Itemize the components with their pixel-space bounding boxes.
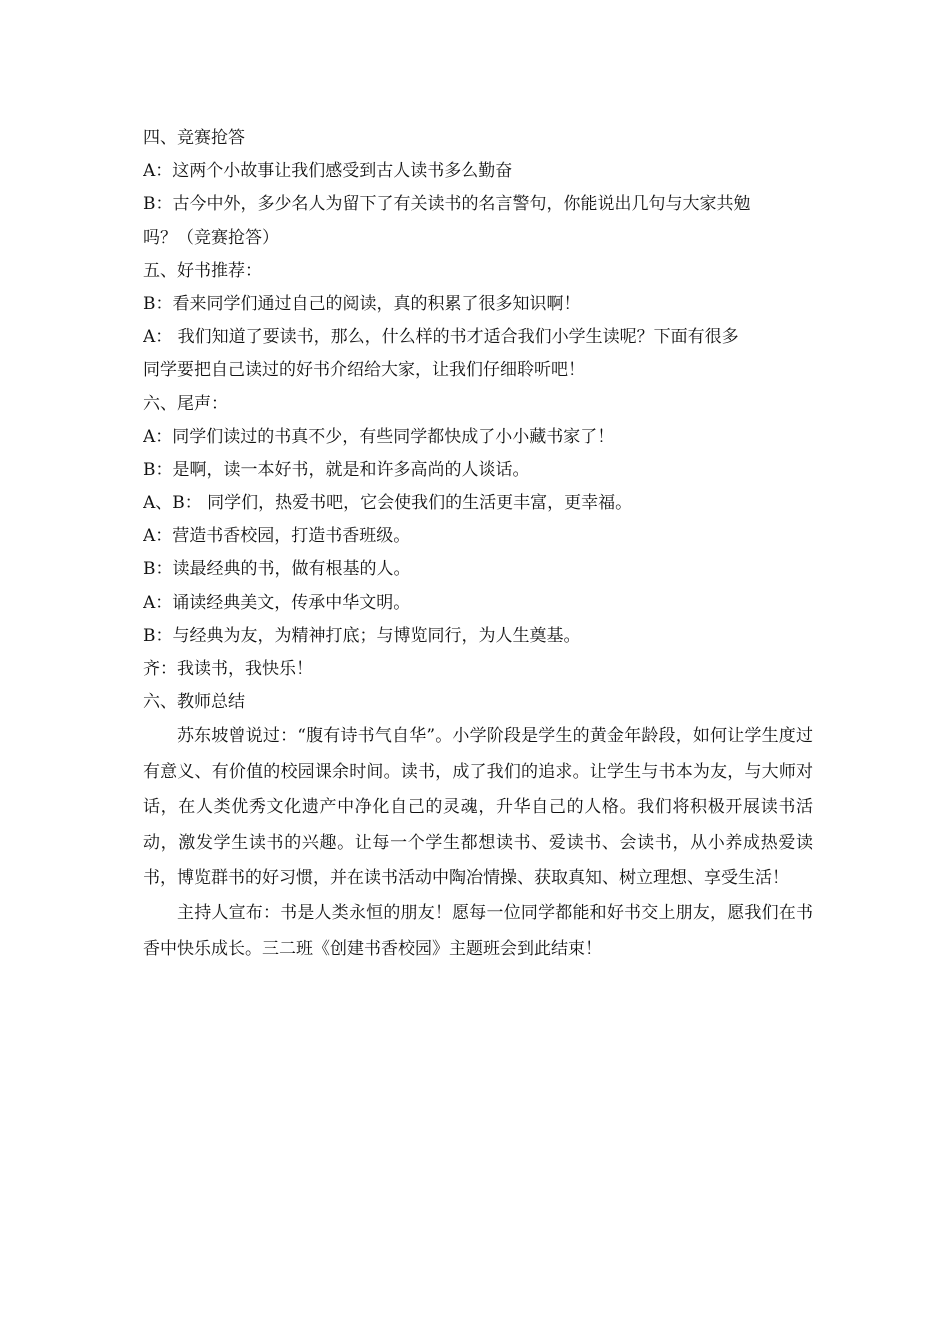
dialogue-line: A：这两个小故事让我们感受到古人读书多么勤奋: [143, 161, 513, 182]
dialogue-line: A：同学们读过的书真不少，有些同学都快成了小小藏书家了！: [143, 426, 615, 447]
section-heading-recommend: 五、好书推荐：: [143, 260, 262, 281]
dialogue-line-continued: 吗？（竞赛抢答）: [143, 227, 279, 248]
dialogue-line: A：诵读经典美文，传承中华文明。: [143, 592, 411, 613]
closing-paragraph: 主持人宣布：书是人类永恒的朋友！愿每一位同学都能和好书交上朋友，愿我们在书香中快乐成长。三二班《创建书香校园》主题班会到此结束！: [143, 903, 813, 959]
section-heading-epilogue: 六、尾声：: [143, 393, 228, 414]
dialogue-line: A： 我们知道了要读书，那么，什么样的书才适合我们小学生读呢？下面有很多: [143, 327, 739, 348]
dialogue-line-continued: 同学要把自己读过的好书介绍给大家，让我们仔细聆听吧！: [143, 360, 585, 381]
dialogue-line: B：与经典为友，为精神打底；与博览同行，为人生奠基。: [143, 625, 581, 646]
section-heading-quiz: 四、竞赛抢答: [143, 128, 245, 148]
document-body: [143, 122, 813, 967]
section-heading-teacher-summary: 六、教师总结: [143, 692, 245, 713]
dialogue-line: B：读最经典的书，做有根基的人。: [143, 559, 411, 580]
dialogue-line: 齐：我读书，我快乐！: [143, 659, 313, 679]
dialogue-line: B：看来同学们通过自己的阅读，真的积累了很多知识啊！: [143, 293, 581, 314]
dialogue-line: A：营造书香校园，打造书香班级。: [143, 526, 411, 547]
dialogue-line: A、B： 同学们，热爱书吧，它会使我们的生活更丰富，更幸福。: [143, 493, 633, 514]
dialogue-line: B：古今中外，多少名人为留下了有关读书的名言警句，你能说出几句与大家共勉: [143, 194, 751, 215]
summary-paragraph: 苏东坡曾说过：“腹有诗书气自华”。小学阶段是学生的黄金年龄段，如何让学生度过有意义、有价值的校园课余时间。读书，成了我们的追求。让学生与书本为友，与大师对话，在人类优秀文化遗产中净化自己的灵魂，升华自己的人格。我们将积极开展读书活动，激发学生读书的兴趣。让每一个学生都想读书、爱读书、会读书，从小养成热爱读书，博览群书的好习惯，并在读书活动中陶冶情操、获取真知、树立理想、享受生活！: [143, 726, 813, 888]
dialogue-line: B：是啊，读一本好书，就是和许多高尚的人谈话。: [143, 459, 530, 480]
